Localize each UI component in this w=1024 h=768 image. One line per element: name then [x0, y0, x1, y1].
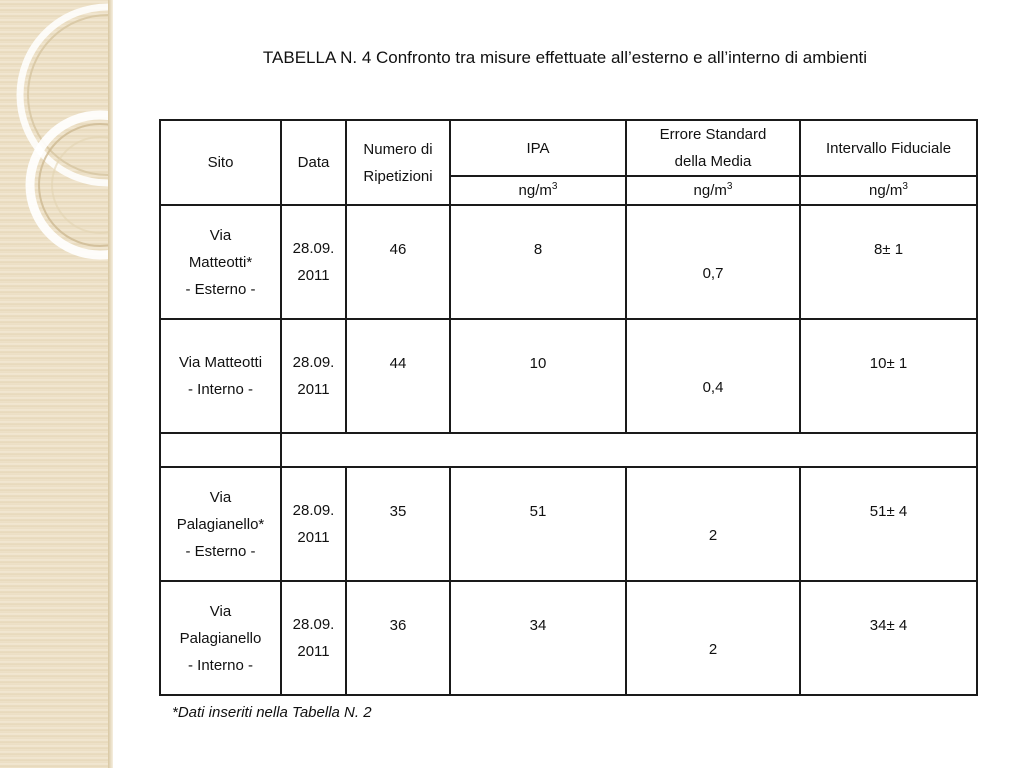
cell-sito: Via Matteotti* - Esterno - [160, 205, 281, 319]
header-errore-line1: Errore Standard [659, 126, 767, 143]
cell-intervallo: 51± 4 [800, 467, 977, 581]
side-band-edge [108, 0, 113, 768]
cell-errore: 0,7 [626, 205, 800, 319]
header-numero-line2: Ripetizioni [363, 167, 433, 185]
table-row [160, 319, 977, 433]
spacer-cell-merged [281, 433, 977, 467]
cell-intervallo: 10± 1 [800, 319, 977, 433]
cell-intervallo: 8± 1 [800, 205, 977, 319]
comparison-table [159, 119, 978, 696]
header-ipa: IPA [450, 120, 626, 176]
header-errore-standard [626, 120, 800, 176]
cell-errore: 2 [626, 581, 800, 695]
header-errore-line2: della Media [674, 153, 752, 170]
page-title: TABELLA N. 4 Confronto tra misure effettuate all’esterno e all’interno di ambienti [262, 48, 868, 67]
decorative-side-band [0, 0, 113, 768]
header-row [160, 120, 977, 176]
cell-errore: 2 [626, 467, 800, 581]
cell-ipa: 10 [450, 319, 626, 433]
cell-data: 28.09. 2011 [281, 205, 346, 319]
cell-errore: 0,4 [626, 319, 800, 433]
cell-intervallo: 34± 4 [800, 581, 977, 695]
spacer-cell [160, 433, 281, 467]
cell-sito: Via Matteotti - Interno - [160, 319, 281, 433]
footnote: *Dati inseriti nella Tabella N. 2 [172, 704, 372, 721]
cell-numero: 36 [346, 581, 450, 695]
cell-sito: Via Palagianello - Interno - [160, 581, 281, 695]
cell-data: 28.09. 2011 [281, 319, 346, 433]
cell-data: 28.09. 2011 [281, 581, 346, 695]
cell-numero: 44 [346, 319, 450, 433]
table-row [160, 205, 977, 319]
header-numero-line1: Numero di [363, 140, 433, 158]
cell-ipa: 8 [450, 205, 626, 319]
cell-sito: Via Palagianello* - Esterno - [160, 467, 281, 581]
cell-ipa: 34 [450, 581, 626, 695]
cell-numero: 35 [346, 467, 450, 581]
unit-errore: $ng/m^3$ [626, 176, 800, 205]
unit-intervallo: $ng/m^3$ [800, 176, 977, 205]
cell-ipa: 51 [450, 467, 626, 581]
cell-data: 28.09. 2011 [281, 467, 346, 581]
header-data: Data [281, 120, 346, 205]
unit-ipa: $ng/m^3$ [450, 176, 626, 205]
table-row [160, 581, 977, 695]
decorative-rings-graphic [0, 0, 113, 768]
cell-numero: 46 [346, 205, 450, 319]
spacer-row [160, 433, 977, 467]
header-numero-ripetizioni [346, 120, 450, 205]
header-intervallo-fiduciale: Intervallo Fiduciale [800, 120, 977, 176]
header-sito: Sito [160, 120, 281, 205]
table-row [160, 467, 977, 581]
